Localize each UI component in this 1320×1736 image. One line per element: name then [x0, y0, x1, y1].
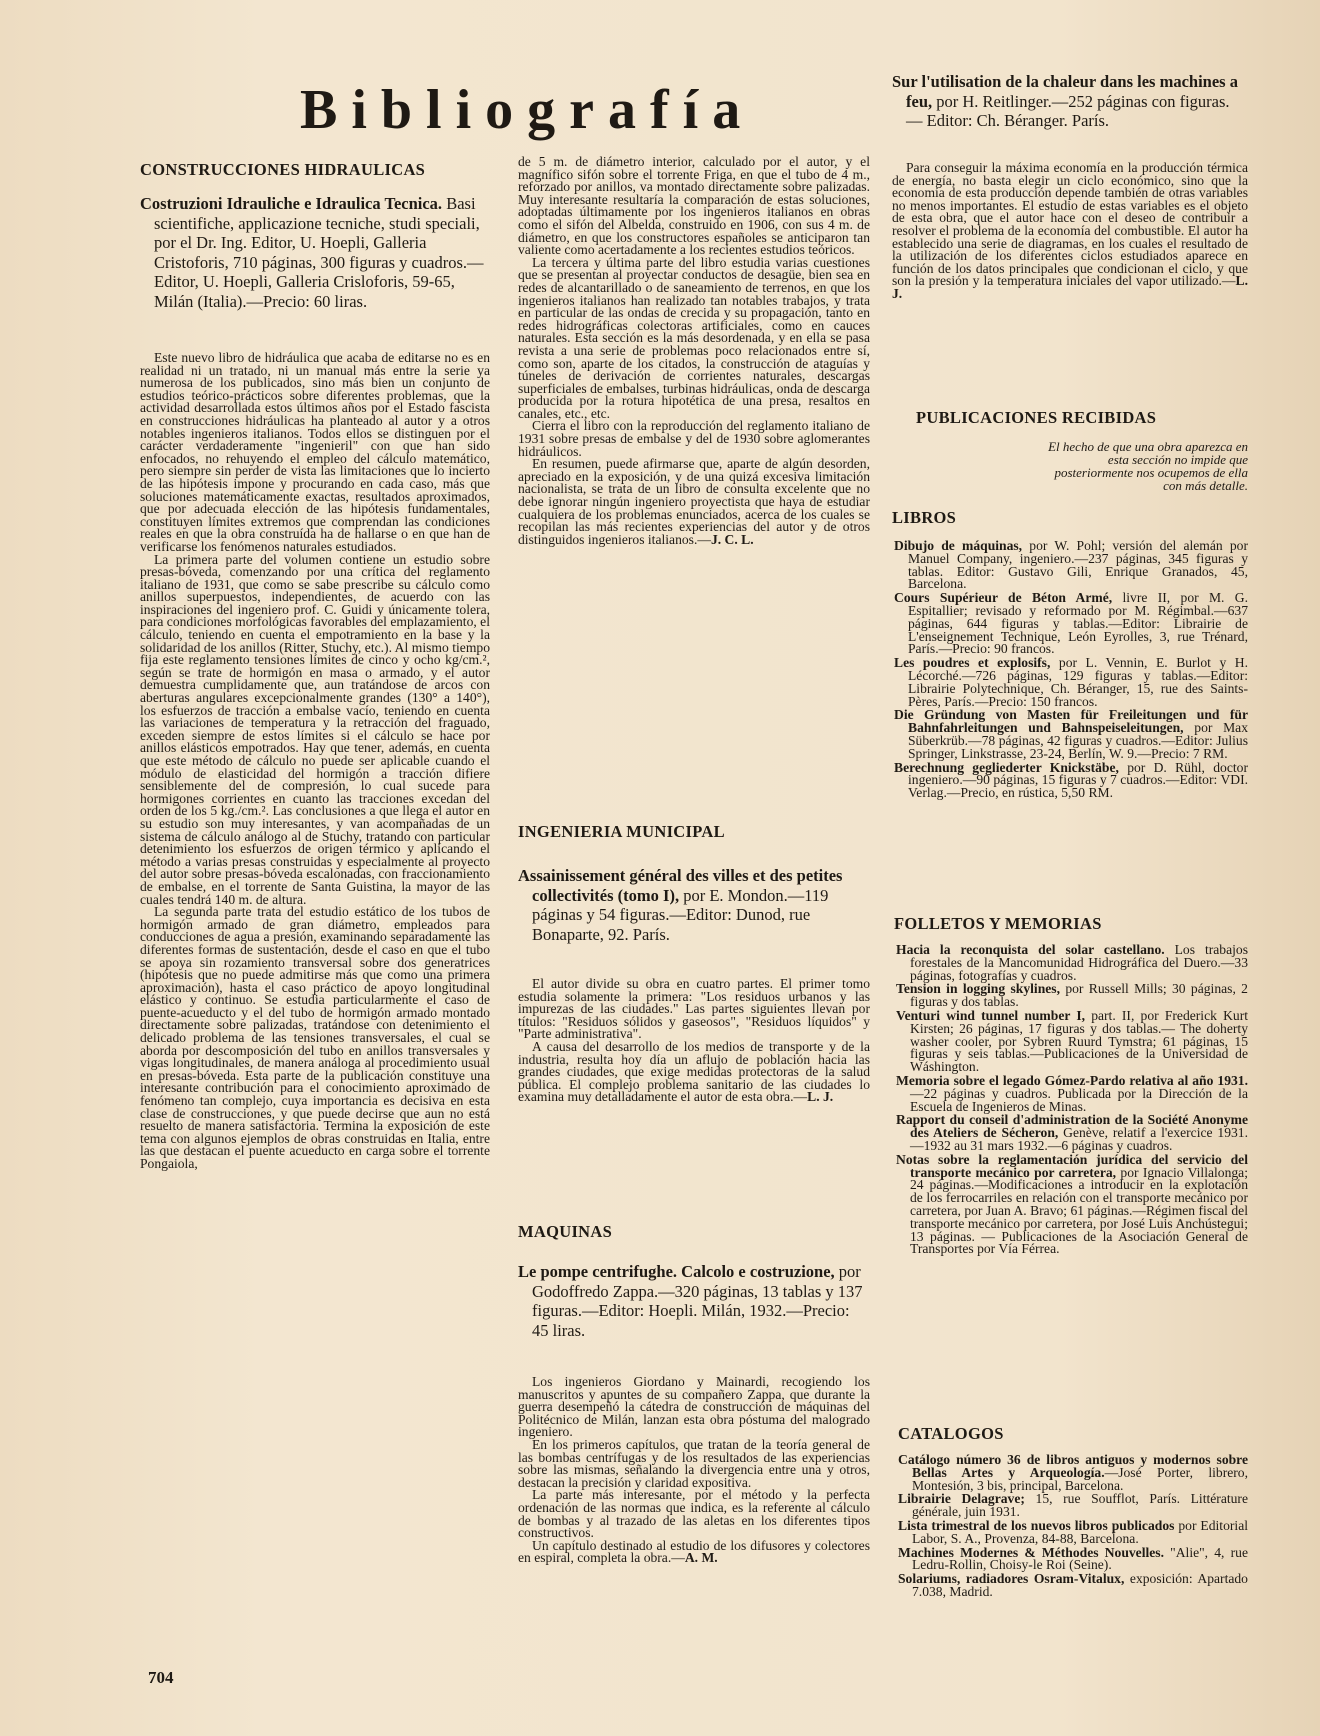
list-item [896, 983, 1248, 1009]
list-item [896, 944, 1248, 982]
editorial-note: El hecho de que una obra aparezca en esta sección no impide que posteriormente nos ocupemos de ella con más detalle. [1048, 439, 1248, 493]
item-details: livre II, por M. G. Espitallier; revisado y reformado por M. Régimbal.—637 páginas, 644 figuras y tablas.—Editor: Librairie de L'enseignement Technique, León Eyrolles, 3, rue Trénard, París.—Precio: 90 francos. [908, 590, 1249, 657]
book-details: por Godoffredo Zappa.—320 páginas, 13 tablas y 137 figuras.—Editor: Hoepli. Milán, 1932.—Precio: 45 liras. [532, 1262, 863, 1340]
paragraph [518, 1038, 870, 1105]
item-title: Librairie Delagrave; [898, 1491, 1025, 1507]
list-item [898, 1544, 1248, 1573]
folletos-list [896, 944, 1248, 1257]
masthead-title: Bibliografía [300, 79, 755, 141]
list-item [896, 1114, 1248, 1152]
paragraph: La segunda parte trata del estudio estático de los tubos de hormigón armado de gran diámetro, empleados para conducciones de agua a presión, examinando separadamente las diferentes formas de sustentación, desde el caso en que el tubo se apoya sin rozamiento transversal sobre dos generatrices (hipótesis que no puede admitirse más que como una primera aproximación), hasta el caso práctico de apoyo longitudinal elástico y continuo. Se estudia particularmente el caso de puente-acueducto y el del tubo de hormigón armado montado directamente sobre palizadas, tratándose con detenimiento el delicado problema de las tensiones transversales, el cual se aborda por descomposición del tubo en anillos transversales y vigas longitudinales, de manera análoga al procedimiento usual en presas-bóveda. Esta parte de la publicación constituye una interesante contribución para el conocimiento aproximado de fenómeno tan complejo, cuya importancia es decisiva en esta clase de construcciones, y que puede decirse que aun no está resuelto de manera satisfactoria. Termina la exposición de este tema con algunos ejemplos de obras construidas en Italia, entre las que destacan el puente acueducto en carga sobre el torrente Pongaiola, [140, 904, 490, 1171]
list-item [896, 1072, 1248, 1114]
list-item [894, 540, 1248, 591]
paragraph: Cierra el libro con la reproducción del reglamento italiano de 1931 sobre presas de embalse y del de 1930 sobre aglomerantes hidráulicos. [518, 418, 870, 459]
paragraph: La primera parte del volumen contiene un estudio sobre presas-bóveda, comenzando por una crítica del reglamento italiano de 1931, que como se sabe prescribe su cálculo como anillos superpuestos, independientes, de acuerdo con las inspiraciones del ingeniero prof. C. Guidi y únicamente tolera, para condiciones morfológicas favorables del emplazamiento, el cálculo, teniendo en cuenta el empotramiento en la base y la solidaridad de los anillos (Ritter, Stuchy, etc.). Al mismo tiempo fija este reglamento tensiones límites de cinco y ocho kg/cm.², según se trate de hormigón en masa o armado, y el autor demuestra cumplidamente que, aun tratándose de arcos con aberturas angulares excepcionalmente grandes (130° a 140°), los esfuerzos de tracción a embalse vacío, teniendo en cuenta las variaciones de temperatura y la retracción del fraguado, exceden siempre de estos límites si el cálculo se hace por anillos elásticos empotrados. Hay que tener, además, en cuenta que este método de cálculo no puede ser aplicable cuando el módulo de elasticidad del hormigón a tracción difiere sensiblemente del de compresión, lo cual sucede para hormigones corrientes en cuanto las tracciones excedan del orden de los 5 kg./cm.². Las conclusiones a que llega el autor en su estudio son muy interesantes, y van acompañadas de un sistema de cálculo análogo al de Stuchy, tratando con particular detenimiento los esfuerzos de origen térmico y aplicando el método a varias presas construidas y especialmente al proyecto del autor sobre presas-bóveda escalonadas, con fraccionamiento de embalse, en el torrente de Santa Guistina, la mayor de las cuales tendrá 140 m. de altura. [140, 551, 490, 907]
paragraph: Los ingenieros Giordano y Mainardi, recogiendo los manuscritos y apuntes de su compañero Zappa, que durante la guerra desempeñó la cátedra de construcción de máquinas del Politécnico de Milán, lanzan esta obra póstuma del malogrado ingeniero. [518, 1374, 870, 1440]
paragraph-text: En resumen, puede afirmarse que, aparte de algún desorden, apreciado en la exposición, y de una quizá excesiva limitación nacionalista, se trata de un libro de consulta excelente que no debe ignorar ningún ingeniero proyectista que haya de estudiar cualquiera de los problemas enunciados, acerca de los cuales se recopilan las más recientes experiencias del autor y de otros distinguidos ingenieros italianos.— [518, 456, 870, 547]
review-text [518, 1376, 870, 1565]
book-entry-chaleur [892, 72, 1248, 131]
list-item [894, 709, 1248, 760]
item-details: Los trabajos forestales de la Mancomunidad Hidrográfica del Duero.—33 páginas, fotografías y cuadros. [910, 942, 1249, 983]
libros-list [894, 540, 1248, 801]
list-item [896, 1007, 1249, 1075]
list-item [896, 1151, 1248, 1257]
list-item [898, 1454, 1248, 1492]
subsection-libros: LIBROS [892, 508, 957, 527]
paragraph [518, 458, 870, 546]
item-title: Die Gründung von Masten für Freileitungen und für Bahnfahrleitungen und Bahnspeiseleitungen, [894, 707, 1248, 736]
signature: L. J. [892, 273, 1248, 301]
review-text [518, 978, 870, 1104]
paragraph-text: Para conseguir la máxima economía en la producción térmica de energía, no basta elegir un ciclo económico, sino que la economía de esta producción depende también de otras variables no menos importantes. El estudio de estas variables es el objeto de esta obra, que el autor hace con el deseo de contribuir a resolver el problema de la economía del combustible. El autor ha establecido una serie de diagramas, en los cuales el resultado de la utilización de los diferentes ciclos estudiados aparece en función de los datos principales que condicionan el ciclo, y que son la presión y la temperatura iniciales del vapor utilizado.— [892, 160, 1248, 289]
section-heading-maquinas: MAQUINAS [518, 1222, 613, 1241]
review-text-continued [518, 156, 870, 546]
paragraph [892, 162, 1248, 301]
book-title: Le pompe centrifughe. Calcolo e costruzione, [518, 1262, 835, 1281]
item-title: Machines Modernes & Méthodes Nouvelles. [898, 1544, 1164, 1560]
book-title: Sur l'utilisation de la chaleur dans les machines a feu, [892, 72, 1238, 111]
book-entry-assainissement [518, 866, 870, 944]
catalogos-list [898, 1454, 1248, 1600]
paragraph: La parte más interesante, por el método y la perfecta ordenación de las normas que indica, es la referente al cálculo de bombas y al trazado de las aletas en los diferentes tipos constructivos. [518, 1487, 870, 1541]
item-details: por D. Rühl, doctor ingeniero.—90 páginas, 15 figuras y 7 cuadros.—Editor: VDI. Verlag.—Precio, en rústica, 5,50 RM. [908, 759, 1248, 801]
item-title: Dibujo de máquinas, [894, 538, 1023, 553]
item-title: Berechnung gegliederter Knickstäbe, [894, 759, 1119, 775]
item-title: Notas sobre la reglamentación jurídica del servicio del transporte mecánico por carretera, [896, 1151, 1248, 1180]
review-text [892, 162, 1248, 301]
book-details: por H. Reitlinger.—252 páginas con figuras. — Editor: Ch. Béranger. París. [906, 91, 1230, 130]
item-title: Les poudres et explosifs, [894, 655, 1051, 671]
paragraph: Este nuevo libro de hidráulica que acaba de editarse no es en realidad ni un tratado, ni un manual más entre la serie ya numerosa de los publicados, sino más bien un conjunto de estudios teórico-prácticos sobre diferentes problemas, que la actividad desarrollada estos últimos años por el Estado fascista en construcciones hidráulicas ha planteado al autor y a otros notables ingenieros italianos. Todos ellos se distinguen por el carácter verdaderamente "ingenieril" con que han sido enfocados, no rehuyendo el empleo del cálculo matemático, pero siempre sin perder de vista las limitaciones que lo incierto de las hipótesis impone y procurando en cada caso, más que soluciones matemáticamente exactas, resultados aproximados, que por adecuada elección de las hipótesis fundamentales, constituyen límites extremos que comprendan las condiciones reales en que la obra construída ha de hallarse o en que han de verificarse los fenómenos naturales estudiados. [140, 350, 490, 554]
item-details: por L. Vennin, E. Burlot y H. Lécorché.—726 páginas, 129 figuras y tablas.—Editor: Librairie Polytechnique, Ch. Béranger, 15, rue des Saints-Pères, París.—Precio: 150 francos. [908, 655, 1248, 709]
item-details: part. II, por Frederick Kurt Kirsten; 26 páginas, 17 figuras y dos tablas.— The doherty washer cooler, por Sybren Ruurd Tymstra; 61 páginas, 15 figuras y seis tablas.—Publicaciones de la Universidad de Wáshington. [910, 1007, 1249, 1075]
section-heading-municipal: INGENIERIA MUNICIPAL [518, 822, 725, 841]
item-title: Hacia la reconquista del solar castellano. [896, 942, 1165, 957]
item-title: Rapport du conseil d'administration de la Société Anonyme des Ateliers de Sécheron, [896, 1112, 1248, 1141]
item-details: por Max Süberkrüb.—78 páginas, 42 figuras y cuadros.—Editor: Julius Springer, Linkstrasse, 23-24, Berlín, W. 9.—Precio: 7 RM. [908, 720, 1248, 761]
book-title: Assainissement général des villes et des petites collectivités (tomo I), [518, 866, 843, 905]
paragraph: En los primeros capítulos, que tratan de la teoría general de las bombas centrífugas y de los resultados de las experiencias sobre las mismas, señalando la divergencia entre una y otros, destacan la precisión y claridad expositiva. [518, 1436, 870, 1490]
paragraph: de 5 m. de diámetro interior, calculado por el autor, y el magnífico sifón sobre el torrente Friga, en que el tubo de 4 m., reforzado por anillos, va montado directamente sobre palizadas. Muy interesante resultaría la comparación de estas soluciones, adoptadas últimamente por los ingenieros italianos en obras como el sifón del Albelda, construido en 1906, con sus 4 m. de diámetro, en que los constructores españoles se anticiparon tan valiente como acertadamente a los recientes estudios teóricos. [518, 154, 870, 258]
book-entry-costruzioni [140, 194, 490, 311]
item-title: Cours Supérieur de Béton Armé, [894, 590, 1113, 606]
item-title: Tension in logging skylines, [896, 981, 1060, 997]
subsection-folletos: FOLLETOS Y MEMORIAS [894, 914, 1102, 933]
item-title: Memoria sobre el legado Gómez-Pardo relativa al año 1931. [896, 1072, 1248, 1088]
item-details: Genève, relatif a l'exercice 1931.—1932 au 31 mars 1932.—6 páginas y cuadros. [910, 1125, 1248, 1153]
paragraph [518, 1537, 870, 1566]
page-number: 704 [148, 1668, 174, 1687]
paragraph-text: Un capítulo destinado al estudio de los difusores y colectores en espiral, completa la obra.— [518, 1537, 870, 1566]
item-title: Lista trimestral de los nuevos libros publicados [898, 1517, 1175, 1533]
list-item [898, 1517, 1248, 1546]
list-item [898, 1493, 1248, 1519]
book-details: por E. Mondon.—119 páginas y 54 figuras.—Editor: Dunod, rue Bonaparte, 92. París. [532, 885, 829, 944]
item-title: Solariums, radiadores Osram-Vitalux, [898, 1571, 1125, 1587]
book-title: Costruzioni Idrauliche e Idraulica Tecnica. [140, 194, 443, 213]
list-item [898, 1573, 1248, 1599]
item-title: Venturi wind tunnel number I, [896, 1007, 1086, 1023]
item-title: Catálogo número 36 de libros antiguos y modernos sobre Bellas Artes y Arqueología. [898, 1452, 1248, 1480]
list-item [894, 592, 1248, 656]
list-item [894, 759, 1248, 801]
signature: A. M. [684, 1550, 718, 1566]
item-details: exposición: Apartado 7.038, Madrid. [912, 1571, 1248, 1599]
signature: J. C. L. [710, 531, 754, 547]
item-details: —22 páginas y cuadros. Publicada por la Dirección de la Escuela de Ingenieros de Minas. [910, 1085, 1248, 1114]
subsection-catalogos: CATALOGOS [898, 1424, 1004, 1443]
section-heading-hidraulicas: CONSTRUCCIONES HIDRAULICAS [140, 160, 426, 179]
review-text [140, 352, 490, 1171]
item-details: por Ignacio Villalonga; 24 páginas.—Modificaciones a introducir en la explotación de los ferrocarriles en relación con el transporte mecánico por carretera, por Juan A. Bravo; 61 páginas.—Régimen fiscal del transporte mecánico por carretera, por José Luis Anchústegui; 13 páginas. — Publicaciones de la Asociación General de Transportes por Vía Férrea. [910, 1164, 1248, 1257]
item-details: por Editorial Labor, S. A., Provenza, 84-88, Barcelona. [912, 1517, 1248, 1546]
item-details: —José Porter, librero, Montesión, 3 bis, principal, Barcelona. [912, 1464, 1248, 1493]
signature: L. J. [807, 1089, 834, 1105]
paragraph: La tercera y última parte del libro estudia varias cuestiones que se presentan al proyectar conductos de desagüe, bien sea en redes de alcantarillado o de saneamiento de terrenos, en que los ingenieros italianos han realizado tan notables trabajos, y trata en particular de las ondas de crecida y su propagación, tanto en redes hidrográficas colectoras artificiales, como en cauces naturales. Esta sección es la más desordenada, y en ella se pasa revista a una serie de problemas poco relacionados entre sí, como son, aparte de los citados, la construcción de ataguías y túneles de derivación de corrientes naturales, descargas superficiales de embalses, turbinas hidráulicas, onda de descarga producida por la rotura hipotética de una presa, resaltos en canales, etc., etc. [518, 254, 870, 421]
list-item [894, 657, 1248, 708]
item-details: por W. Pohl; versión del alemán por Manuel Company, ingeniero.—237 páginas, 345 figuras y tablas. Editor: Gustavo Gili, Enrique Granados, 45, Barcelona. [908, 538, 1249, 592]
item-details: por Russell Mills; 30 páginas, 2 figuras y dos tablas. [910, 981, 1248, 1010]
item-details: "Alie", 4, rue Ledru-Rollin, Choisy-le Roi (Seine). [912, 1544, 1248, 1573]
book-details: Basi scientifiche, applicazione tecniche, studi speciali, por el Dr. Ing. Editor, U. Hoepli, Galleria Cristoforis, 710 páginas, 300 figuras y cuadros.—Editor, U. Hoepli, Galleria Crisloforis, 59-65, Milán (Italia).—Precio: 60 liras. [154, 194, 484, 311]
paragraph: El autor divide su obra en cuatro partes. El primer tomo estudia solamente la primera: "Los residuos urbanos y las impurezas de las ciudades." Las partes siguientes llevan por títulos: "Residuos sólidos y gaseosos", "Residuos líquidos" y "Parte administrativa". [518, 976, 870, 1042]
paragraph-text: A causa del desarrollo de los medios de transporte y de la industria, resulta hoy día un aflujo de población hacia las grandes ciudades, que exige medidas protectoras de la salud pública. El complejo problema sanitario de las ciudades lo examina muy detalladamente el autor de esta obra.— [518, 1038, 870, 1105]
item-details: 15, rue Soufflot, París. Littérature générale, juin 1931. [912, 1491, 1248, 1520]
section-heading-publicaciones: PUBLICACIONES RECIBIDAS [916, 408, 1157, 427]
book-entry-pompe [518, 1262, 870, 1340]
